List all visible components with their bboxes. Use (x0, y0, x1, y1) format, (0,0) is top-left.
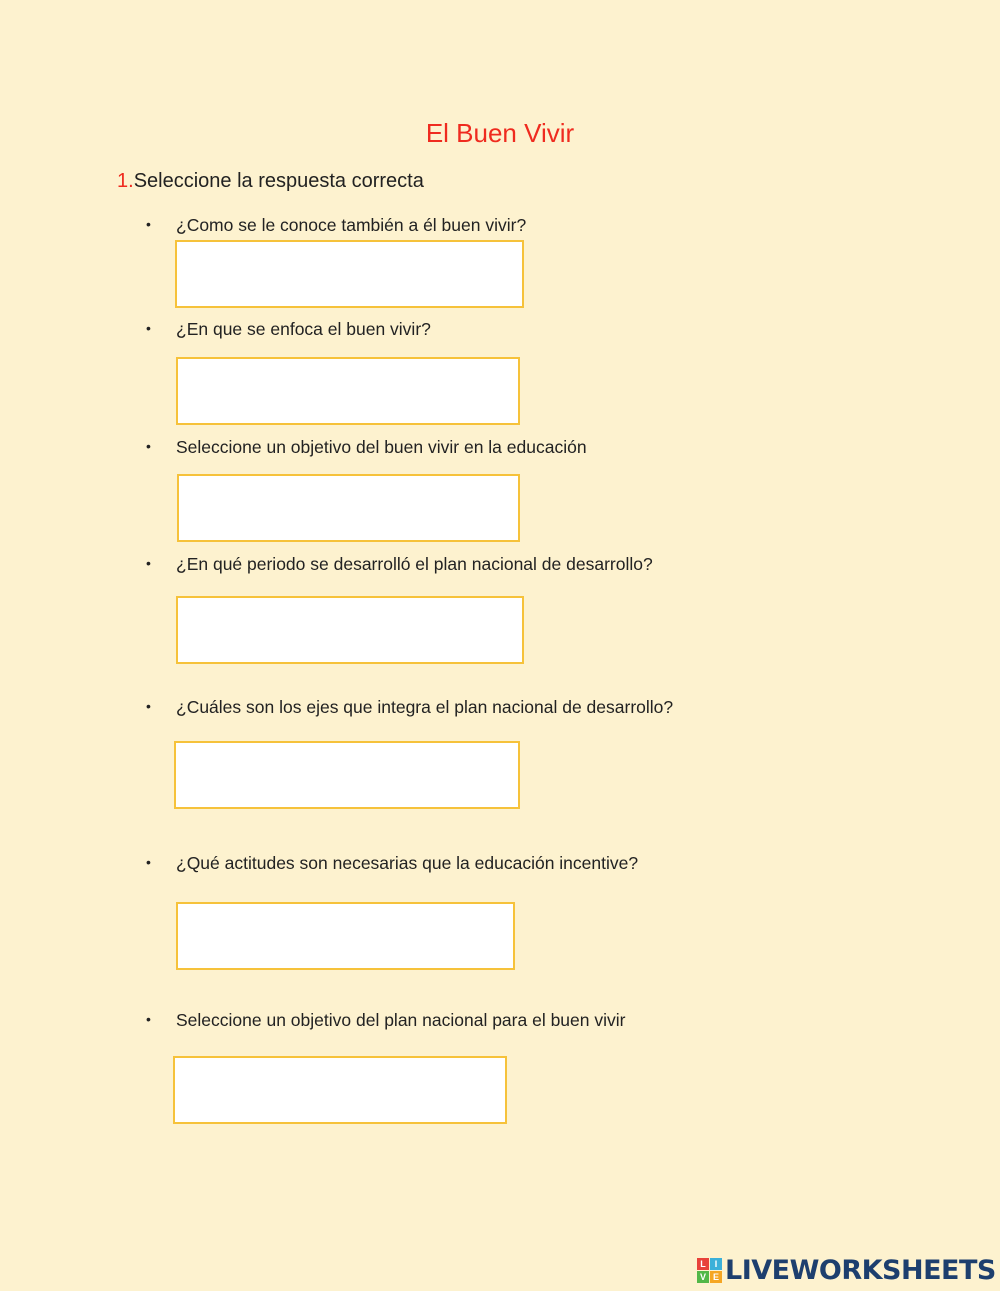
page-title: El Buen Vivir (425, 118, 575, 148)
bullet-icon: • (146, 438, 151, 454)
answer-box-5[interactable] (174, 741, 520, 809)
bullet-icon: • (146, 854, 151, 870)
bullet-icon: • (146, 320, 151, 336)
answer-box-1[interactable] (175, 240, 524, 308)
logo-mark-icon (697, 1258, 722, 1283)
answer-box-2[interactable] (176, 357, 520, 425)
logo-text: LIVEWORKSHEETS (725, 1255, 996, 1286)
logo-letter: V (697, 1271, 709, 1283)
answer-box-3[interactable] (177, 474, 520, 542)
question-7 (146, 1010, 625, 1031)
question-text: Seleccione un objetivo del plan nacional para el buen vivir (176, 1010, 626, 1030)
bullet-icon: • (146, 1011, 151, 1027)
section-heading (117, 170, 424, 193)
question-text: Seleccione un objetivo del buen vivir en la educación (176, 437, 587, 457)
question-text: ¿Qué actitudes son necesarias que la educación incentive? (176, 853, 639, 873)
answer-box-6[interactable] (176, 902, 515, 970)
bullet-icon: • (146, 698, 151, 714)
liveworksheets-logo[interactable] (697, 1255, 996, 1286)
section-number: 1. (117, 170, 134, 192)
question-5 (146, 697, 673, 718)
question-2 (146, 319, 431, 340)
logo-letter: L (697, 1258, 709, 1270)
bullet-icon: • (146, 555, 151, 571)
logo-letter: E (710, 1271, 722, 1283)
question-6 (146, 853, 638, 874)
answer-box-7[interactable] (173, 1056, 507, 1124)
question-text: ¿Cuáles son los ejes que integra el plan nacional de desarrollo? (176, 697, 674, 717)
question-text: ¿En que se enfoca el buen vivir? (176, 319, 431, 339)
question-1 (146, 215, 526, 236)
answer-box-4[interactable] (176, 596, 524, 664)
question-text: ¿En qué periodo se desarrolló el plan nacional de desarrollo? (176, 554, 653, 574)
question-3 (146, 437, 587, 458)
question-text: ¿Como se le conoce también a él buen vivir? (176, 215, 527, 235)
bullet-icon: • (146, 216, 151, 232)
section-label: Seleccione la respuesta correcta (133, 170, 424, 192)
logo-letter: I (710, 1258, 722, 1270)
question-4 (146, 554, 653, 575)
